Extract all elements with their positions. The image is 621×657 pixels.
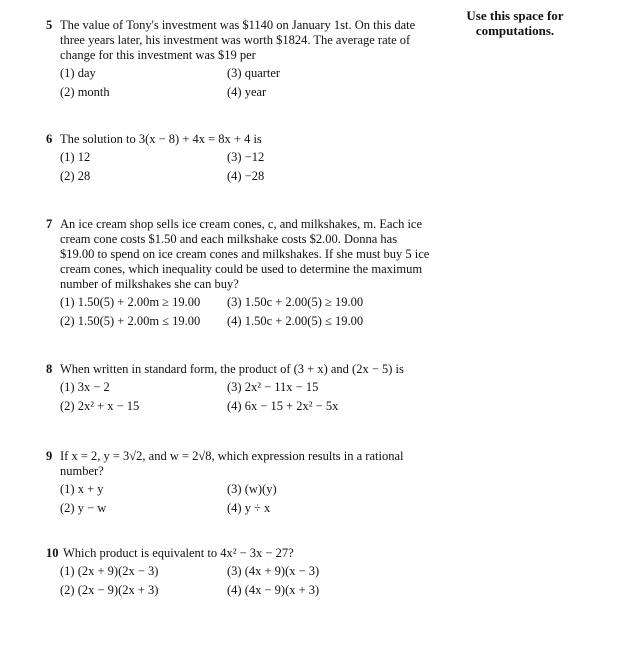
choice-3[interactable]: (3) (4x + 9)(x − 3) [227, 564, 320, 578]
answer-choices [60, 564, 431, 598]
choice-4[interactable]: (4) −28 [227, 169, 265, 183]
choice-3[interactable]: (3) −12 [227, 150, 265, 164]
choice-1[interactable]: (1) (2x + 9)(2x − 3) [60, 564, 159, 578]
question-9 [46, 449, 431, 516]
choice-2[interactable]: (2) month [60, 85, 110, 99]
question-text: If x = 2, y = 3√2, and w = 2√8, which expression results in a rational number? [60, 449, 404, 478]
choice-3[interactable]: (3) (w)(y) [227, 482, 277, 496]
question-5 [46, 18, 431, 100]
answer-choices [60, 482, 431, 516]
question-8 [46, 362, 431, 414]
choice-4[interactable]: (4) year [227, 85, 267, 99]
choice-1[interactable]: (1) day [60, 66, 96, 80]
question-7 [46, 217, 431, 329]
question-number: 6 [46, 132, 53, 146]
choice-2[interactable]: (2) (2x − 9)(2x + 3) [60, 583, 159, 597]
choice-2[interactable]: (2) 28 [60, 169, 91, 183]
computation-note-line-1: Use this space for [466, 8, 564, 23]
choice-1[interactable]: (1) x + y [60, 482, 104, 496]
choice-4[interactable]: (4) 6x − 15 + 2x² − 5x [227, 399, 339, 413]
choice-3[interactable]: (3) 1.50c + 2.00(5) ≥ 19.00 [227, 295, 364, 309]
computation-space-note [440, 8, 590, 38]
answer-choices [60, 66, 431, 100]
choice-4[interactable]: (4) 1.50c + 2.00(5) ≤ 19.00 [227, 314, 364, 328]
answer-choices [60, 150, 431, 184]
question-6 [46, 132, 431, 184]
question-10 [46, 546, 431, 598]
question-text: The value of Tony's investment was $1140 on January 1st. On this date three years later, his investment was worth $1824. The average rate of change for this investment was $19 per [60, 18, 416, 62]
choice-2[interactable]: (2) y − w [60, 501, 107, 515]
computation-note-line-2: computations. [475, 23, 555, 38]
choice-4[interactable]: (4) (4x − 9)(x + 3) [227, 583, 320, 597]
question-number: 7 [46, 217, 53, 231]
choice-1[interactable]: (1) 12 [60, 150, 91, 164]
question-number: 8 [46, 362, 53, 376]
choice-1[interactable]: (1) 3x − 2 [60, 380, 110, 394]
question-number: 9 [46, 449, 53, 463]
question-text: When written in standard form, the product of (3 + x) and (2x − 5) is [60, 362, 404, 376]
choice-2[interactable]: (2) 2x² + x − 15 [60, 399, 140, 413]
question-number: 10 [46, 546, 59, 560]
question-text: Which product is equivalent to 4x² − 3x − 27? [63, 546, 294, 560]
choice-2[interactable]: (2) 1.50(5) + 2.00m ≤ 19.00 [60, 314, 201, 328]
choice-3[interactable]: (3) 2x² − 11x − 15 [227, 380, 319, 394]
choice-1[interactable]: (1) 1.50(5) + 2.00m ≥ 19.00 [60, 295, 201, 309]
choice-4[interactable]: (4) y ÷ x [227, 501, 271, 515]
question-text: An ice cream shop sells ice cream cones, c, and milkshakes, m. Each ice cream cone costs $1.50 and each milkshake costs $2.00. Donna has $19.00 to spend on ice cream cones and milkshakes. If she must buy 5 ice cream cones, which inequality could be used to determine the maximum number of milkshakes she can buy? [60, 217, 430, 291]
question-text: The solution to 3(x − 8) + 4x = 8x + 4 is [60, 132, 262, 146]
answer-choices [60, 380, 431, 414]
question-number: 5 [46, 18, 53, 32]
choice-3[interactable]: (3) quarter [227, 66, 281, 80]
answer-choices [60, 295, 431, 329]
